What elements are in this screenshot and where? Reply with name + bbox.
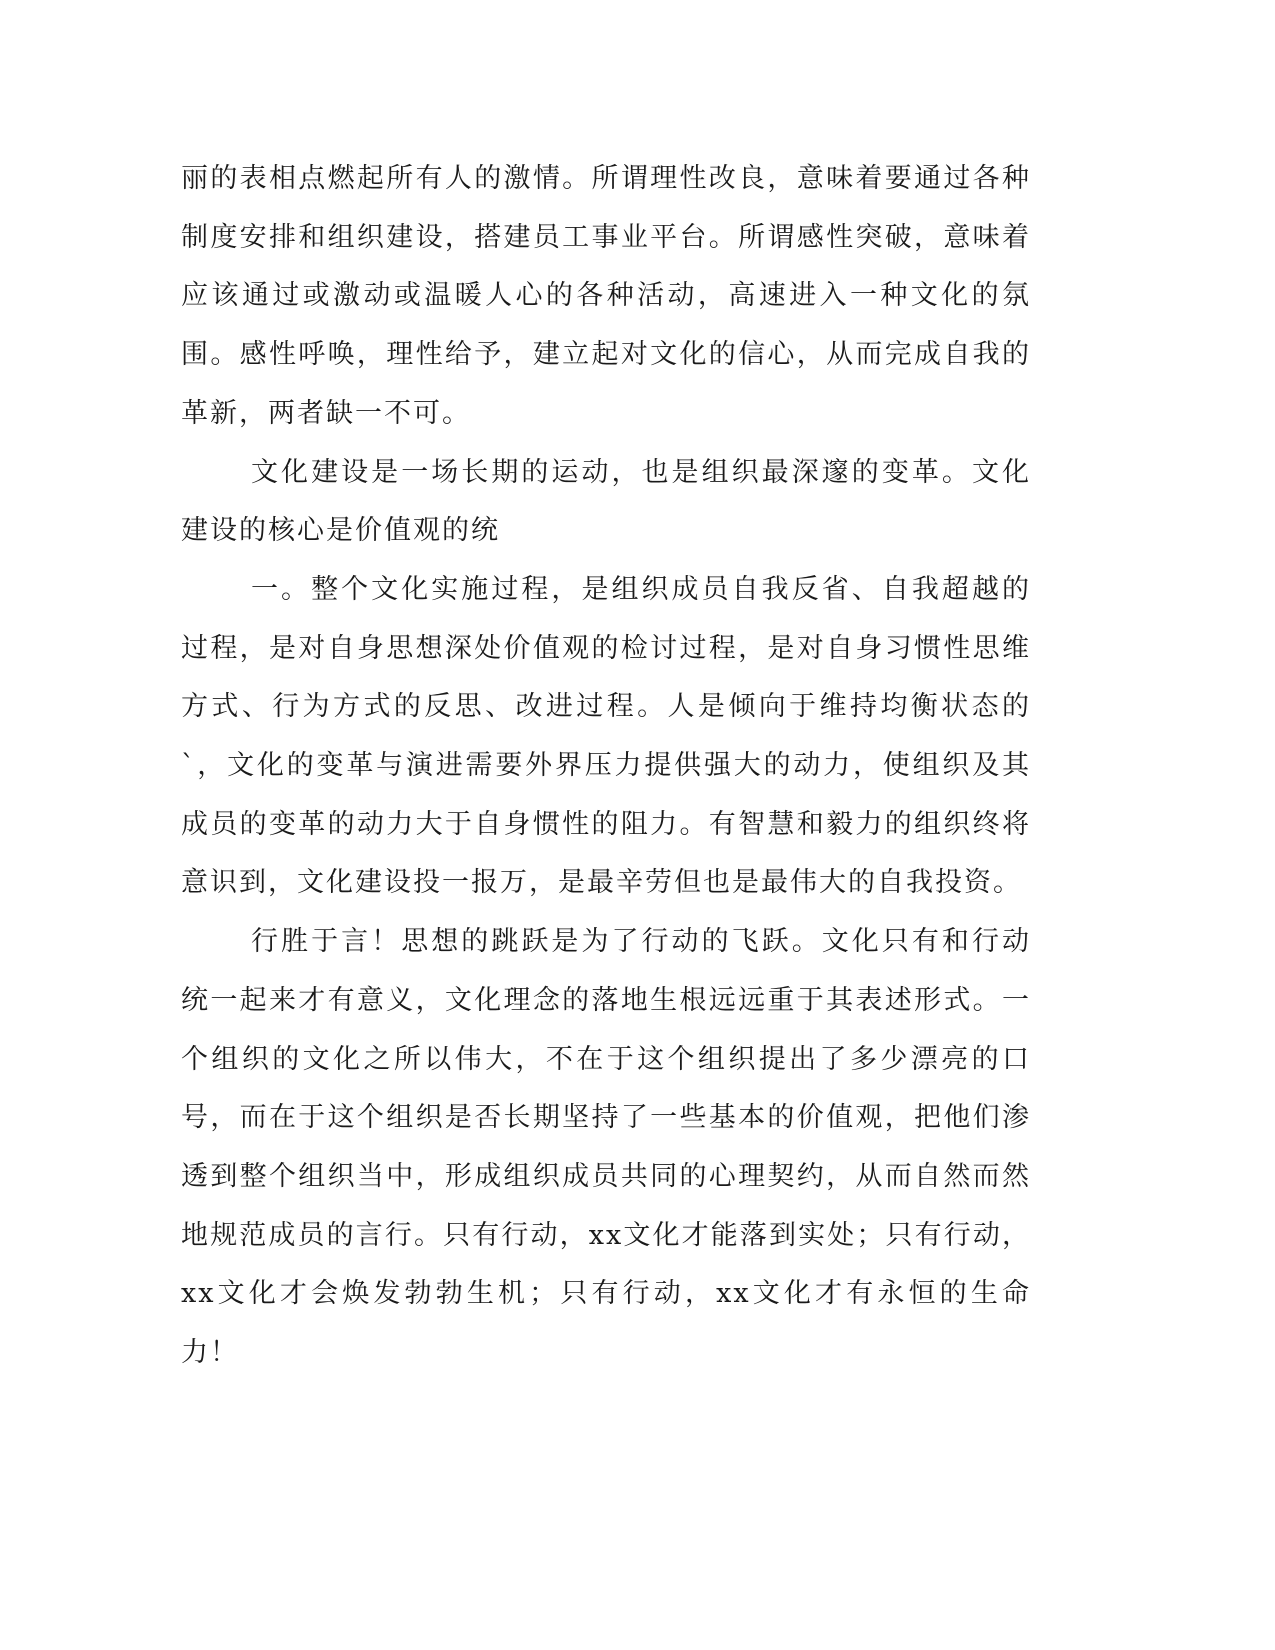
paragraph-3: 一。整个文化实施过程，是组织成员自我反省、自我超越的过程，是对自身思想深处价值观的检讨过程，是对自身习惯性思维方式、行为方式的反思、改进过程。人是倾向于维持均衡状态的`，文化的变革与演进需要外界压力提供强大的动力，使组织及其成员的变革的动力大于自身惯性的阻力。有智慧和毅力的组织终将意识到，文化建设投一报万，是最辛劳但也是最伟大的自我投资。 — [181, 573, 1031, 899]
document-body — [181, 150, 1031, 1383]
paragraph-1: 丽的表相点燃起所有人的激情。所谓理性改良，意味着要通过各种制度安排和组织建设，搭建员工事业平台。所谓感性突破，意味着应该通过或激动或温暖人心的各种活动，高速进入一种文化的氛围。感性呼唤，理性给予，建立起对文化的信心，从而完成自我的革新，两者缺一不可。 — [181, 163, 1031, 429]
paragraph-4: 行胜于言！思想的跳跃是为了行动的飞跃。文化只有和行动统一起来才有意义，文化理念的落地生根远远重于其表述形式。一个组织的文化之所以伟大，不在于这个组织提出了多少漂亮的口号，而在于这个组织是否长期坚持了一些基本的价值观，把他们渗透到整个组织当中，形成组织成员共同的心理契约，从而自然而然地规范成员的言行。只有行动，xx文化才能落到实处；只有行动，xx文化才会焕发勃勃生机；只有行动，xx文化才有永恒的生命力！ — [181, 926, 1031, 1369]
paragraph-2: 文化建设是一场长期的运动，也是组织最深邃的变革。文化建设的核心是价值观的统 — [181, 456, 1031, 547]
